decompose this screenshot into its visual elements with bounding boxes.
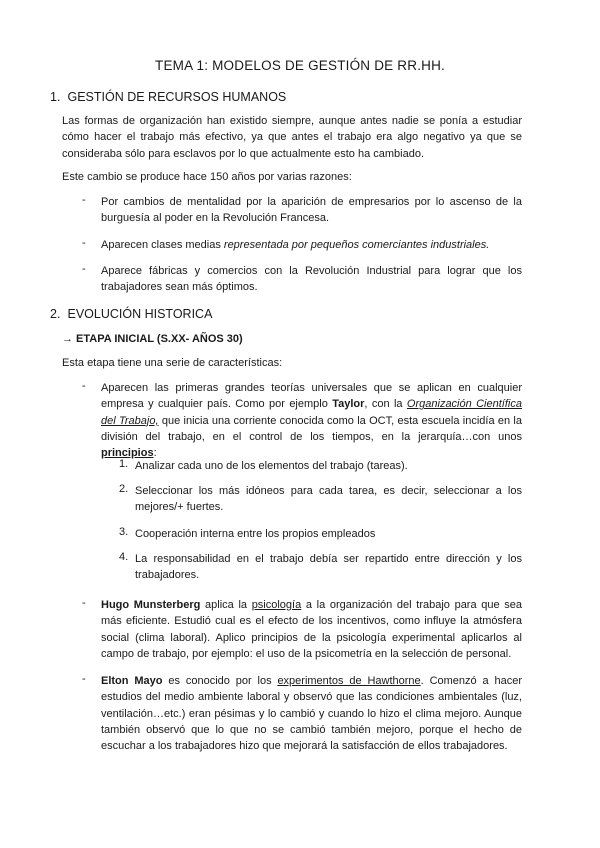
- principle-number: 2.: [119, 483, 129, 495]
- section-1-title: GESTIÓN DE RECURSOS HUMANOS: [67, 90, 287, 104]
- mayo-name: Elton Mayo: [101, 675, 163, 687]
- principle-number: 4.: [119, 551, 129, 563]
- hawthorne-text: experimentos de Hawthorne: [277, 675, 421, 687]
- principle-item: Seleccionar los más idóneos para cada tarea, es decir, seleccionar a los mejores/+ fuertes.: [135, 485, 522, 514]
- stage-heading: → ETAPA INICIAL (S.XX- AÑOS 30): [62, 333, 243, 345]
- psicologia-text: psicología: [251, 599, 302, 611]
- bullet-dash: -: [82, 380, 86, 392]
- taylor-text: :: [153, 447, 157, 460]
- section-1-number: 1.: [50, 90, 61, 104]
- bullet-item: [101, 237, 522, 253]
- bullet-item: Aparece fábricas y comercios con la Revolución Industrial para lograr que los trabajadores sean más óptimos.: [101, 265, 522, 294]
- munsterberg-name: Hugo Munsterberg: [101, 599, 201, 611]
- munsterberg-text: a la organización del trabajo para que sea más eficiente. Estudió cual es el efecto de los incentivos, como influye la atmósfera social (clima laboral). Aplico principios de la psicología experimental aplicarlos al campo de trabajo, por ejemplo: el uso de la psicometría en la selección de personal.: [101, 599, 522, 660]
- bullet-dash: -: [82, 194, 86, 206]
- munsterberg-paragraph: [101, 597, 522, 662]
- bullet-text: Aparecen clases medias: [101, 239, 224, 251]
- taylor-text: que inicia una corriente conocida como la OCT, esta escuela incidía en la división del trabajo, en el control de los tiempos, en la jerarquía…con unos: [101, 414, 522, 443]
- bullet-dash: -: [82, 263, 86, 275]
- section-1-cause-intro: Este cambio se produce hace 150 años por varias razones:: [62, 171, 352, 183]
- mayo-text: . Comenzó a hacer estudios del medio ambiente laboral y observó que las condiciones ambientales (luz, ventilación…etc.) eran pésimas y lo cambió y cuando lo hizo el clima mejoro. Aunque también observó que lo que no se cambió también mejoro, porque el hecho de escuchar a los trabajadores hizo que mejorará la satisfacción de ellos trabajadores.: [101, 675, 523, 753]
- section-2-number: 2.: [50, 307, 61, 321]
- section-2-title: EVOLUCIÓN HISTORICA: [67, 307, 213, 321]
- taylor-name: Taylor: [332, 398, 365, 411]
- principle-item: Analizar cada uno de los elementos del trabajo (tareas).: [135, 460, 408, 472]
- mayo-paragraph: [101, 673, 522, 754]
- principle-item: Cooperación interna entre los propios empleados: [135, 528, 376, 540]
- munsterberg-text: aplica la: [200, 599, 252, 611]
- taylor-paragraph: [101, 380, 522, 461]
- bullet-dash: -: [82, 237, 86, 249]
- bullet-italic-text: representada por pequeños comerciantes industriales.: [223, 239, 490, 251]
- bullet-dash: -: [82, 597, 86, 609]
- taylor-text: , con la: [364, 398, 407, 411]
- stage-intro: Esta etapa tiene una serie de características:: [62, 357, 283, 369]
- oct-link-text: Organización Científica del Trabajo,: [101, 398, 522, 427]
- principle-item: La responsabilidad en el trabajo debía ser repartido entre dirección y los trabajadores.: [135, 553, 522, 582]
- page-title: TEMA 1: MODELOS DE GESTIÓN DE RR.HH.: [155, 58, 445, 73]
- section-2-heading: [50, 307, 212, 321]
- bullet-item: Por cambios de mentalidad por la aparición de empresarios por lo ascenso de la burguesía al poder en la Revolución Francesa.: [101, 196, 522, 225]
- bullet-dash: -: [82, 673, 86, 685]
- section-1-intro: Las formas de organización han existido siempre, aunque antes nadie se ponía a estudiar cómo hacer el trabajo más efectivo, ya que antes el trabajo era algo negativo ya que se consideraba sólo para esclavos por lo que actualmente esto ha cambiado.: [62, 115, 522, 160]
- section-1-heading: [50, 90, 286, 104]
- taylor-text: Aparecen las primeras grandes teorías universales que se aplican en cualquier empresa y cualquier país. Como por ejemplo: [101, 382, 522, 411]
- mayo-text: es conocido por los: [162, 675, 278, 687]
- principle-number: 3.: [119, 526, 129, 538]
- principios-text: principios: [101, 447, 154, 460]
- principle-number: 1.: [119, 458, 129, 470]
